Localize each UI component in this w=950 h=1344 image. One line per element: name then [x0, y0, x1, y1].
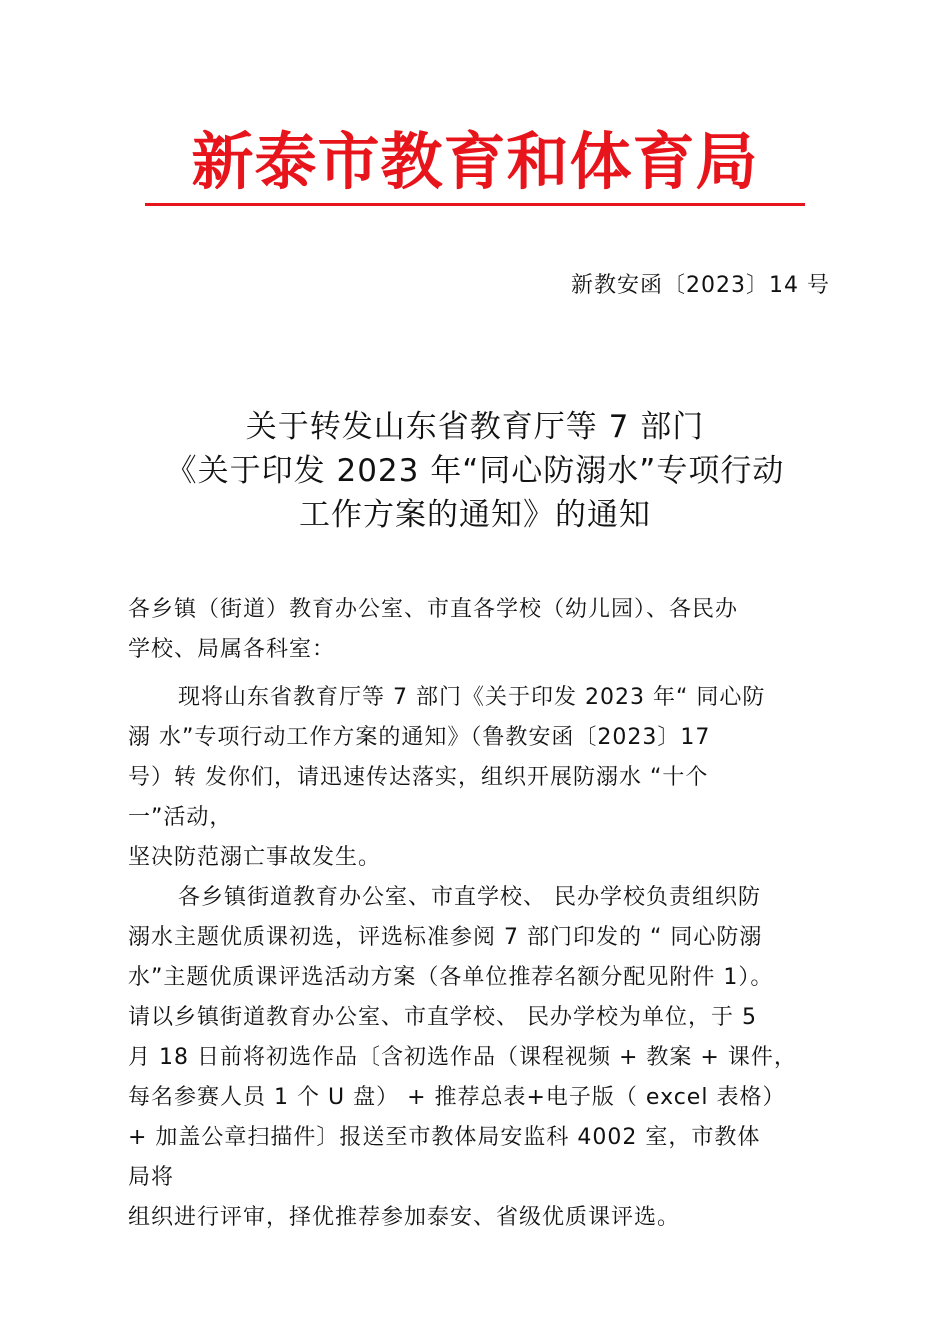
paragraph-line: 号）转 发你们，请迅速传达落实，组织开展防溺水 “十个	[128, 765, 709, 790]
paragraph-line: 请以乡镇街道教育办公室、市直学校、 民办学校为单位，于 5	[128, 1005, 757, 1030]
masthead-title: 新泰市教育和体育局	[191, 125, 759, 198]
paragraph-2	[128, 878, 833, 1238]
paragraph-line: 水”主题优质课评选活动方案（各单位推荐名额分配见附件 1）。	[128, 965, 774, 990]
paragraph-line: 一”活动，	[128, 805, 233, 830]
paragraph-line: 溺水主题优质课初选，评选标准参阅 7 部门印发的 “ 同心防溺	[128, 925, 763, 950]
paragraph-line: 每名参赛人员 1 个 U 盘） + 推荐总表+电子版（ excel 表格）	[128, 1085, 786, 1110]
document-title	[0, 405, 950, 537]
paragraph-line: + 加盖公章扫描件〕报送至市教体局安监科 4002 室，市教体	[128, 1125, 761, 1150]
title-line: 《关于印发 2023 年“同心防溺水”专项行动	[165, 453, 785, 489]
red-divider-line	[145, 203, 805, 206]
title-line: 关于转发山东省教育厅等 7 部门	[245, 409, 705, 445]
paragraph-line: 组织进行评审，择优推荐参加泰安、省级优质课评选。	[128, 1205, 681, 1230]
paragraph-line: 各乡镇街道教育办公室、市直学校、 民办学校负责组织防	[178, 885, 761, 910]
addressee-line: 各乡镇（街道）教育办公室、市直各学校（幼儿园）、各民办	[128, 597, 739, 622]
paragraph-line: 月 18 日前将初选作品〔含初选作品（课程视频 + 教案 + 课件，	[128, 1045, 797, 1070]
document-number: 新教安函〔2023〕14 号	[571, 273, 830, 298]
addressee-line: 学校、局属各科室：	[128, 637, 336, 662]
paragraph-1	[128, 678, 833, 878]
title-line: 工作方案的通知》的通知	[299, 497, 651, 533]
paragraph-line: 局将	[128, 1165, 175, 1190]
paragraph-line: 现将山东省教育厅等 7 部门《关于印发 2023 年“ 同心防	[178, 685, 766, 710]
paragraph-line: 坚决防范溺亡事故发生。	[128, 845, 382, 870]
paragraph-line: 溺 水”专项行动工作方案的通知》（鲁教安函〔2023〕17	[128, 725, 711, 750]
addressee	[128, 590, 833, 670]
